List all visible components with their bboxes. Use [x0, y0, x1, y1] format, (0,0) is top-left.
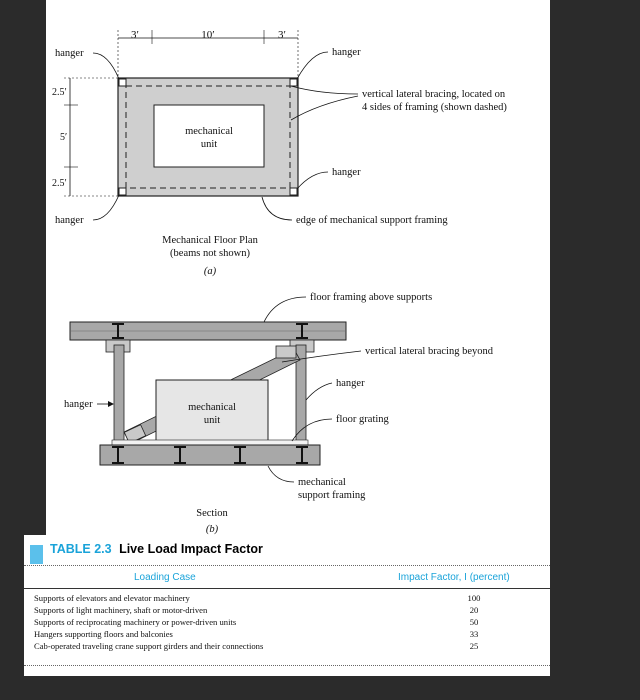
hanger-left-label: hanger: [64, 399, 93, 410]
plan-unit-line2: unit: [200, 139, 218, 150]
plan-unit-line1: mechanical: [185, 126, 233, 137]
row-case: Hangers supporting floors and balconies: [34, 629, 173, 639]
table-title-text: Live Load Impact Factor: [119, 542, 263, 556]
row-factor: 50: [469, 617, 479, 627]
hanger-right-label: hanger: [336, 378, 365, 389]
table-row: [34, 617, 544, 629]
bracing-label-2: 4 sides of framing (shown dashed): [362, 102, 507, 113]
support-framing-beam: [100, 445, 320, 465]
hanger-tr-marker: [290, 79, 297, 86]
table-divider-bottom: [24, 665, 550, 666]
bracing-label-1: vertical lateral bracing, located on: [362, 89, 506, 100]
hanger-tr-label: hanger: [332, 47, 361, 58]
dim-right: 3′: [278, 29, 286, 41]
section-caption: (b): [205, 524, 219, 535]
hanger-tl-label: hanger: [55, 48, 84, 59]
table-number: TABLE 2.3: [50, 542, 112, 556]
dim-bottom: 2.5′: [52, 178, 67, 189]
floor-grating-strip: [112, 440, 308, 445]
plan-caption: (a): [203, 266, 217, 277]
col-header-factor: Impact Factor, I (percent): [398, 572, 510, 583]
row-factor: 25: [469, 641, 479, 651]
hanger-br-label: hanger: [332, 167, 361, 178]
table-title: [50, 542, 263, 556]
table-row: [34, 629, 544, 641]
row-case: Supports of reciprocating machinery or power-driven units: [34, 617, 237, 627]
floor-grating-label: floor grating: [336, 414, 389, 425]
floor-framing-label: floor framing above supports: [310, 292, 433, 303]
support-label-1: mechanical: [298, 477, 346, 488]
dim-left: 3′: [131, 29, 139, 41]
table-divider-top: [24, 565, 550, 566]
hanger-tl-marker: [119, 79, 126, 86]
row-factor: 33: [469, 629, 479, 639]
bracing-beyond-label: vertical lateral bracing beyond: [365, 346, 493, 357]
plan-title-2: (beams not shown): [170, 248, 250, 259]
section-unit-line2: unit: [203, 415, 221, 426]
row-case: Supports of light machinery, shaft or motor-driven: [34, 605, 208, 615]
table-row: [34, 593, 544, 605]
col-header-case: Loading Case: [134, 572, 196, 583]
table-row: [34, 641, 544, 653]
hanger-rod-left: [114, 345, 124, 445]
row-case: Cab-operated traveling crane support girders and their connections: [34, 641, 264, 651]
brace-clip-high: [276, 346, 296, 358]
row-factor: 100: [467, 593, 481, 603]
impact-factor-table: [24, 535, 550, 676]
dim-top: 2.5′: [52, 87, 67, 98]
hanger-br-marker: [290, 188, 297, 195]
hanger-bl-label: hanger: [55, 215, 84, 226]
support-label-2: support framing: [298, 490, 366, 501]
section-unit-line1: mechanical: [188, 402, 236, 413]
hanger-bl-marker: [119, 188, 126, 195]
row-factor: 20: [469, 605, 479, 615]
table-divider-header: [24, 588, 550, 589]
row-case: Supports of elevators and elevator machinery: [34, 593, 190, 603]
dim-mid: 5′: [60, 132, 68, 143]
edge-label: edge of mechanical support framing: [296, 215, 448, 226]
plan-title-1: Mechanical Floor Plan: [162, 235, 258, 246]
table-tag-marker: [30, 545, 43, 564]
dim-middle: 10′: [201, 29, 215, 41]
table-row: [34, 605, 544, 617]
section-title: Section: [196, 508, 228, 519]
